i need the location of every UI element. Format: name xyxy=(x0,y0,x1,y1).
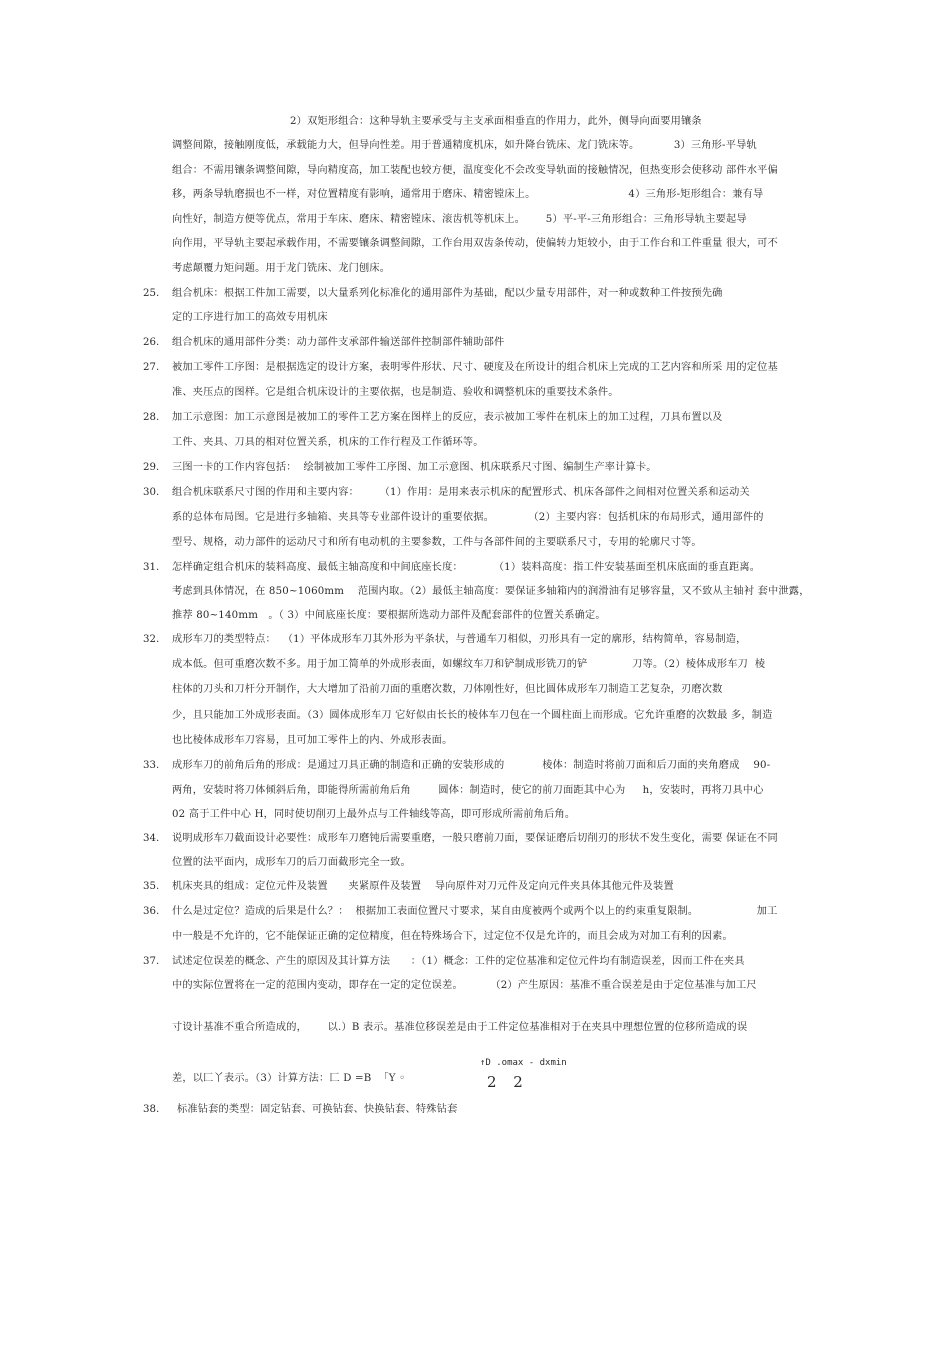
text-line: 差，以匚丫表示。（3）计算方法：匚 D =B 「Y ◦ xyxy=(172,1073,406,1084)
text-line: 什么是过定位？造成的后果是什么？： 根据加工表面位置尺寸要求，某自由度被两个或两个以上的约束重复限制。 加工 xyxy=(172,906,778,917)
text-line: 成本低。但可重磨次数不多。用于加工简单的外成形表面，如螺纹车刀和铲制成形铣刀的铲 刀等。（2）棱体成形车刀 棱 xyxy=(172,659,766,670)
text-line: 调整间隙，接触刚度低，承载能力大，但导向性差。用于普通精度机床，如升降台铣床、龙门铣床等。 3）三角形-平导轨 xyxy=(172,140,757,151)
formula-denominator: 2 2 xyxy=(487,1073,529,1091)
text-line: 中一般是不允许的，它不能保证正确的定位精度，但在特殊场合下，过定位不仅是允许的，而且会成为对加工有利的因素。 xyxy=(172,931,733,942)
text-line: 向作用，平导轨主要起承载作用，不需要镶条调整间隙，工作台用双齿条传动，使偏转力矩较小，由于工作台和工件重量 很大，可不 xyxy=(172,238,778,249)
text-line: 成形车刀的类型特点： （1）平体成形车刀其外形为平条状，与普通车刀相似，刃形具有一定的廓形，结构简单，容易制造， xyxy=(172,634,747,645)
text-line: 准、夹压点的图样。它是组合机床设计的主要依据，也是制造、验收和调整机床的重要技术条件。 xyxy=(172,387,619,398)
text-line: 组合机床的通用部件分类：动力部件支承部件输送部件控制部件辅助部件 xyxy=(172,337,505,348)
text-line: 工件、夹具、刀具的相对位置关系，机床的工作行程及工作循环等。 xyxy=(172,437,484,448)
text-line: 组合机床联系尺寸图的作用和主要内容： （1）作用：是用来表示机床的配置形式、机床各部件之间相对位置关系和运动关 xyxy=(172,487,750,498)
text-line: 被加工零件工序图：是根据选定的设计方案，表明零件形状、尺寸、硬度及在所设计的组合机床上完成的工艺内容和所采 用的定位基 xyxy=(172,362,778,373)
text-line: 标准钻套的类型：固定钻套、可换钻套、快换钻套、特殊钻套 xyxy=(177,1104,458,1115)
item-number: 37. xyxy=(143,956,160,967)
text-line: 考虑颠覆力矩问题。用于龙门铣床、龙门刨床。 xyxy=(172,263,391,274)
text-line: 型号、规格，动力部件的运动尺寸和所有电动机的主要参数，工件与各部件间的主要联系尺寸，专用的轮廓尺寸等。 xyxy=(172,537,702,548)
item-number: 26. xyxy=(143,337,160,348)
item-number: 35. xyxy=(143,881,160,892)
item-number: 33. xyxy=(143,760,160,771)
text-line: 机床夹具的组成：定位元件及装置 夹紧原件及装置 导向原件对刀元件及定向元件夹具体其他元件及装置 xyxy=(172,881,674,892)
text-line: 组合：不需用镶条调整间隙，导向精度高，加工装配也较方便，温度变化不会改变导轨面的接触情况，但热变形会使移动 部件水平偏 xyxy=(172,165,778,176)
text-line: 定的工序进行加工的高效专用机床 xyxy=(172,312,328,323)
item-number: 34. xyxy=(143,833,160,844)
item-number: 30. xyxy=(143,487,160,498)
item-number: 36. xyxy=(143,906,160,917)
text-line: 2）双矩形组合：这种导轨主要承受与主支承面相垂直的作用力，此外，侧导向面要用镶条 xyxy=(290,116,702,127)
text-line: 说明成形车刀截面设计必要性：成形车刀磨钝后需要重磨，一般只磨前刀面，要保证磨后切削刃的形状不发生变化，需要 保证在不同 xyxy=(172,833,778,844)
text-line: 考虑到具体情况，在 850~1060mm 范围内取。（2）最低主轴高度：要保证多轴箱内的润滑油有足够容量，又不致从主轴衬 套中泄露， xyxy=(172,586,810,597)
text-line: 02 高于工件中心 H，同时使切削刃上最外点与工件轴线等高，即可形成所需前角后角。 xyxy=(172,809,576,820)
text-line: 推荐 80~140mm 。（ 3）中间底座长度：要根据所选动力部件及配套部件的位置关系确定。 xyxy=(172,610,606,621)
text-line: 寸设计基准不重合所造成的， 以.）B 表示。基准位移误差是由于工件定位基准相对于在夹具中理想位置的位移所造成的误 xyxy=(172,1022,748,1033)
text-line: 柱体的刀头和刀杆分开制作，大大增加了沿前刀面的重磨次数，刀体刚性好，但比圆体成形车刀制造工艺复杂，刃磨次数 xyxy=(172,684,723,695)
formula-numerator: ↑D .omax - dxmin xyxy=(480,1058,567,1068)
item-number: 29. xyxy=(143,462,160,473)
text-line: 也比棱体成形车刀容易，且可加工零件上的内、外成形表面。 xyxy=(172,735,453,746)
text-line: 系的总体布局图。它是进行多轴箱、夹具等专业部件设计的重要依据。 （2）主要内容：包括机床的布局形式，通用部件的 xyxy=(172,512,764,523)
text-line: 加工示意图：加工示意图是被加工的零件工艺方案在图样上的反应，表示被加工零件在机床上的加工过程，刀具布置以及 xyxy=(172,412,723,423)
text-line: 组合机床：根据工件加工需要，以大量系列化标准化的通用部件为基础，配以少量专用部件，对一种或数种工件按预先确 xyxy=(172,288,723,299)
text-line: 怎样确定组合机床的装料高度、最低主轴高度和中间底座长度： （1）装料高度：指工件安装基面至机床底面的垂直距离。 xyxy=(172,562,761,573)
text-line: 位置的法平面内，成形车刀的后刀面截形完全一致。 xyxy=(172,857,411,868)
item-number: 32. xyxy=(143,634,160,645)
text-line: 少，且只能加工外成形表面。（3）圆体成形车刀 它好似由长长的棱体车刀包在一个圆柱面上而形成。它允许重磨的次数最 多，制造 xyxy=(172,710,773,721)
item-number: 28. xyxy=(143,412,160,423)
text-line: 三图一卡的工作内容包括： 绘制被加工零件工序图、加工示意图、机床联系尺寸图、编制生产率计算卡。 xyxy=(172,462,657,473)
text-line: 两角，安装时将刀体倾斜后角，即能得所需前角后角 圆体：制造时，使它的前刀面距其中心为 h，安装时，再将刀具中心 xyxy=(172,785,764,796)
text-line: 向性好，制造方便等优点，常用于车床、磨床、精密镗床、滚齿机等机床上。 5）平-平-三角形组合：三角形导轨主要起导 xyxy=(172,214,747,225)
item-number: 38. xyxy=(143,1104,160,1115)
text-line: 中的实际位置将在一定的范围内变动，即存在一定的定位误差。 （2）产生原因：基准不重合误差是由于定位基准与加工尺 xyxy=(172,980,757,991)
text-line: 移，两条导轨磨损也不一样，对位置精度有影响，通常用于磨床、精密镗床上。 4）三角形-矩形组合：兼有导 xyxy=(172,189,764,200)
item-number: 27. xyxy=(143,362,160,373)
item-number: 25. xyxy=(143,288,160,299)
text-line: 试述定位误差的概念、产生的原因及其计算方法 ：（1）概念：工件的定位基准和定位元件均有制造误差，因而工件在夹具 xyxy=(172,956,745,967)
item-number: 31. xyxy=(143,562,160,573)
text-line: 成形车刀的前角后角的形成：是通过刀具正确的制造和正确的安装形成的 棱体：制造时将前刀面和后刀面的夹角磨成 90- xyxy=(172,760,771,771)
